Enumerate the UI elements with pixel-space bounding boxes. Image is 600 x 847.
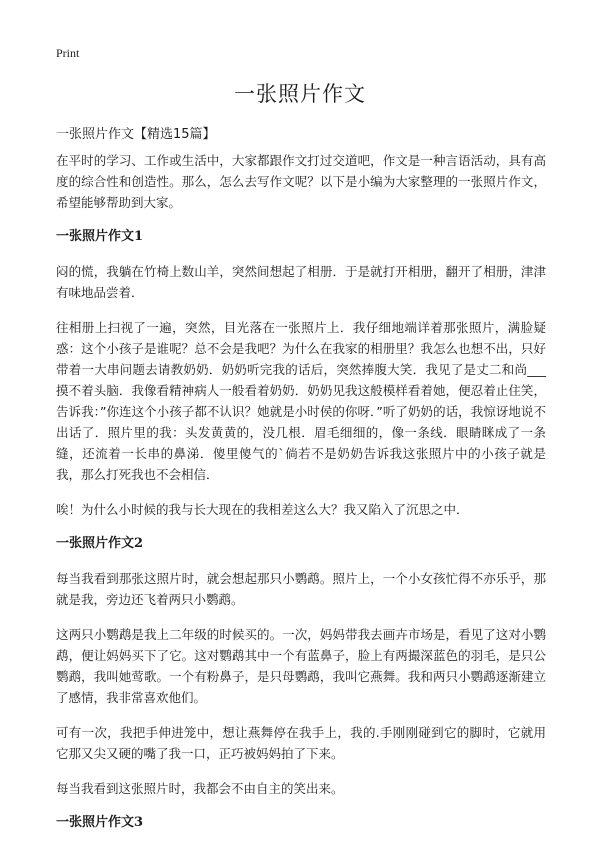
paragraph: 唉！为什么小时候的我与长大现在的我相差这么大？我又陷入了沉思之中． — [56, 502, 469, 517]
paragraph: 往相册上扫视了一遍，突然，目光落在一张照片上．我仔细地端详着那张照片，满脸疑惑：这个小孩子是谁呢？总不会是我吧？为什么在我家的相册里？我怎么也想不出，只好带着一大串问题去请教奶奶．奶奶听完我的话后，突然捧腹大笑．我见了是丈二和尚___摸不着头脑．我像看精神病人一般看着奶奶．奶奶见我这般模样看着她，便忍着止住笑，告诉我：”你连这个小孩子都不认识？她就是小时侯的你呀．”听了奶奶的话，我惊讶地说不出话了．照片里的我：头发黄黄的，没几根．眉毛细细的，像一条线．眼睛眯成了一条缝，还流着一长串的鼻涕．傻里傻气的`倘若不是奶奶告诉我这张照片中的小孩子就是我，那么打死我也不会相信． — [56, 320, 546, 482]
paragraph: 每当我看到这张照片时，我都会不由自主的笑出来。 — [56, 781, 344, 796]
section-heading-3: 一张照片作文3 — [56, 815, 144, 830]
paragraph: 闷的慌，我躺在竹椅上数山羊，突然间想起了相册．于是就打开相册，翻开了相册，津津有味地品尝着． — [56, 264, 546, 300]
document-body — [56, 150, 546, 847]
print-label: Print — [56, 46, 80, 60]
paragraph: 可有一次，我把手伸进笼中，想让燕舞停在我手上，我的.手刚刚碰到它的脚时，它就用它那又尖又硬的嘴了我一口，正巧被妈妈拍了下来。 — [56, 725, 546, 761]
section-heading-2: 一张照片作文2 — [56, 536, 144, 551]
document-subtitle: 一张照片作文【精选15篇】 — [56, 127, 216, 142]
section-heading-1: 一张照片作文1 — [56, 229, 144, 244]
page-title: 一张照片作文 — [234, 82, 366, 106]
intro-paragraph: 在平时的学习、工作或生活中，大家都跟作文打过交道吧，作文是一种言语活动，具有高度的综合性和创造性。那么，怎么去写作文呢？以下是小编为大家整理的一张照片作文，希望能够帮助到大家。 — [56, 153, 546, 210]
paragraph: 每当我看到那张这照片时，就会想起那只小鹦鹉。照片上，一个小女孩忙得不亦乐乎，那就是我，旁边还飞着两只小鹦鹉。 — [56, 571, 546, 607]
paragraph: 这两只小鹦鹉是我上二年级的时候买的。一次，妈妈带我去画卉市场是，看见了这对小鹦鹉，便让妈妈买下了它。这对鹦鹉其中一个有蓝鼻子，脸上有两撮深蓝色的羽毛，是只公鹦鹉，我叫她莺歌。一个有粉鼻子，是只母鹦鹉，我叫它燕舞。我和两只小鹦鹉逐渐建立了感情，我非常喜欢他们。 — [56, 627, 546, 705]
